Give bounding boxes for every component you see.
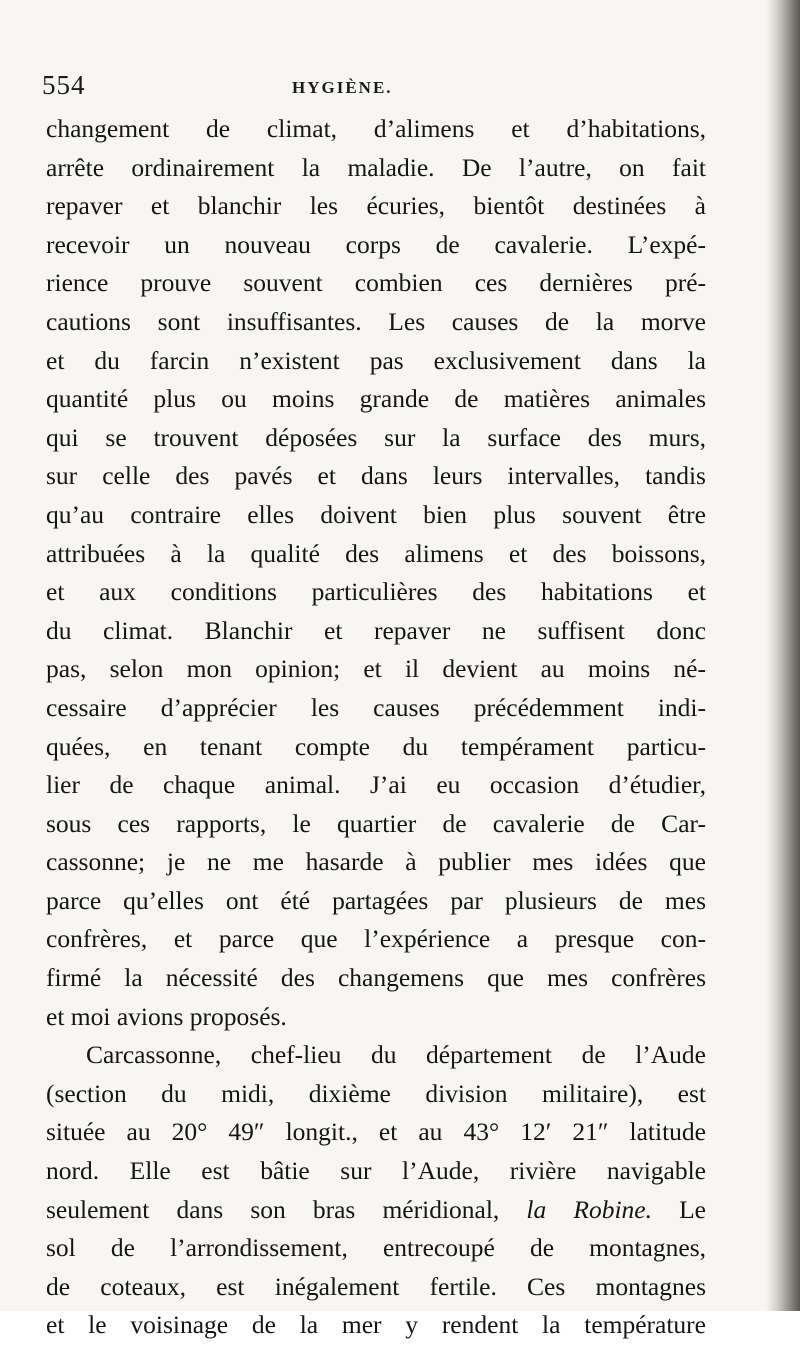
text-line: cassonne; je ne me hasarde à publier mes idées que (46, 847, 706, 877)
text-line: quées, en tenant compte du tempérament particu- (46, 731, 706, 761)
text-line: lier de chaque animal. J’ai eu occasion d’étudier, (46, 770, 706, 800)
text-line (46, 1191, 706, 1230)
text-line-start: seulement dans son bras méridional, (46, 1194, 527, 1224)
text-line: rience prouve souvent combien ces dernières pré- (46, 268, 706, 298)
text-line: située au 20° 49″ longit., et au 43° 12′ 21″ latitude (46, 1117, 706, 1147)
text-line: sous ces rapports, le quartier de cavalerie de Car- (46, 808, 706, 838)
text-line-end: Le (651, 1194, 706, 1224)
text-line: sol de l’arrondissement, entrecoupé de montagnes, (46, 1233, 706, 1263)
text-line: (section du midi, dixième division militaire), est (46, 1078, 706, 1108)
text-line: du climat. Blanchir et repaver ne suffisent donc (46, 615, 706, 645)
text-line: confrères, et parce que l’expérience a presque con- (46, 924, 706, 954)
text-line: repaver et blanchir les écuries, bientôt destinées à (46, 191, 706, 221)
paragraph-1 (46, 110, 706, 1036)
text-line: et moi avions proposés. (46, 1001, 287, 1031)
page-header (42, 70, 722, 104)
text-line: qui se trouvent déposées sur la surface des murs, (46, 422, 706, 452)
text-line: et aux conditions particulières des habitations et (46, 577, 706, 607)
text-line: de coteaux, est inégalement fertile. Ces montagnes (46, 1271, 706, 1301)
text-line: nord. Elle est bâtie sur l’Aude, rivière navigable (46, 1156, 706, 1186)
text-line: attribuées à la qualité des alimens et des boissons, (46, 538, 706, 568)
paragraph-2 (46, 1036, 706, 1345)
text-line: arrête ordinairement la maladie. De l’autre, on fait (46, 152, 706, 182)
text-line: cessaire d’apprécier les causes précédemment indi- (46, 692, 706, 722)
text-line: et du farcin n’existent pas exclusivement dans la (46, 345, 706, 375)
text-line: firmé la nécessité des changemens que mes confrères (46, 963, 706, 993)
text-line: pas, selon mon opinion; et il devient au moins né- (46, 654, 706, 684)
text-line: et le voisinage de la mer y rendent la température (46, 1310, 706, 1340)
text-line: changement de climat, d’alimens et d’habitations, (46, 114, 706, 143)
page-binding-shadow (766, 0, 800, 1311)
italic-place-name: la Robine. (526, 1194, 652, 1224)
text-line: qu’au contraire elles doivent bien plus souvent être (46, 499, 706, 529)
text-line: cautions sont insuffisantes. Les causes de la morve (46, 306, 706, 336)
text-line: sur celle des pavés et dans leurs intervalles, tandis (46, 461, 706, 491)
running-title: HYGIÈNE. (292, 78, 393, 97)
page-body (46, 110, 706, 1345)
text-line: quantité plus ou moins grande de matières animales (46, 384, 706, 414)
page-number: 554 (42, 70, 86, 100)
text-line: recevoir un nouveau corps de cavalerie. L’expé- (46, 229, 706, 259)
text-line: parce qu’elles ont été partagées par plusieurs de mes (46, 885, 706, 915)
text-line: Carcassonne, chef-lieu du département de l’Aude (86, 1040, 706, 1070)
